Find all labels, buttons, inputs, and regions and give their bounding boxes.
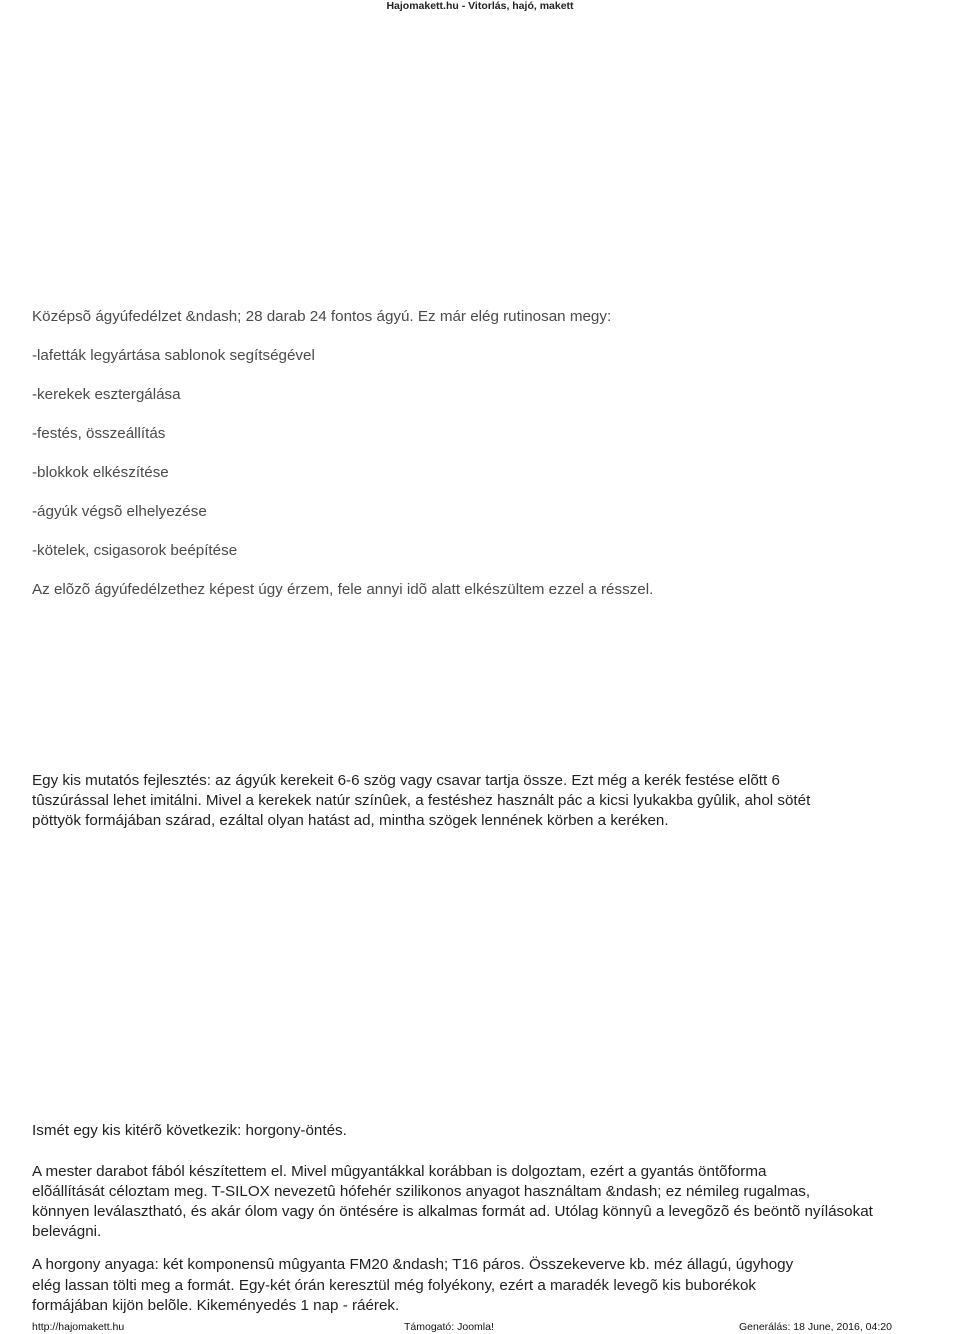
text-line: A mester darabot fából készítettem el. Mivel mûgyantákkal korábban is dolgoztam, ezért a gyantás öntõforma [32, 1162, 767, 1180]
page-header-title: Hajomakett.hu - Vitorlás, hajó, makett [386, 0, 574, 12]
text-line: -kerekek esztergálása [32, 386, 181, 403]
text-line: elég lassan tölti meg a formát. Egy-két órán keresztül még folyékony, ezért a maradék levegõ kis buborékok [32, 1276, 757, 1294]
text-line: -festés, összeállítás [32, 425, 166, 442]
text-line: könnyen leválasztható, és akár ólom vagy ón öntésére is alkalmas formát ad. Utólag könnyû a levegõzõ és beöntõ nyílásokat [32, 1203, 873, 1221]
section-anchor-material [32, 1255, 793, 1317]
section-wheel-detail [32, 771, 810, 831]
text-line: Az elõzõ ágyúfedélzethez képest úgy érzem, fele annyi idõ alatt elkészültem ezzel a résszel. [32, 581, 654, 598]
text-line [32, 1141, 873, 1161]
text-line: A horgony anyaga: két komponensû mûgyanta FM20 &ndash; T16 páros. Összekeverve kb. méz állagú, úgyhogy [32, 1256, 794, 1273]
footer-site-url: http://hajomakett.hu [32, 1321, 125, 1333]
text-line: -kötelek, csigasorok beépítése [32, 542, 238, 559]
text-line: formájában kijön belõle. Kikeményedés 1 nap - ráérek. [32, 1297, 400, 1314]
text-line: -blokkok elkészítése [32, 464, 169, 481]
text-line: pöttyök formájában szárad, ezáltal olyan hatást ad, mintha szögek lennének körben a keréken. [32, 812, 669, 829]
text-line: belevágni. [32, 1223, 102, 1241]
text-line: Egy kis mutatós fejlesztés: az ágyúk kerekeit 6-6 szög vagy csavar tartja össze. Ezt még a kerék festése elõtt 6 [32, 772, 780, 789]
text-line: -lafetták legyártása sablonok segítségével [32, 347, 315, 364]
page-footer [0, 1320, 960, 1334]
footer-support: Támogató: Joomla! [404, 1321, 494, 1333]
text-line: -ágyúk végsõ elhelyezése [32, 503, 207, 520]
section-cannon-deck-list [32, 297, 653, 609]
section-anchor-casting [32, 1121, 873, 1243]
text-line: elõállítását céloztam meg. T-SILOX nevezetû hófehér szilikonos anyagot használtam &ndash; ez némileg rugalmas, [32, 1182, 811, 1200]
text-line: Ismét egy kis kitérõ következik: horgony-öntés. [32, 1122, 347, 1139]
footer-generated-date: Generálás: 18 June, 2016, 04:20 [739, 1321, 892, 1333]
text-line: tûszúrással lehet imitálni. Mivel a kerekek natúr színûek, a festéshez használt pác a kicsi lyukakba gyûlik, ahol sötét [32, 792, 811, 809]
text-line: Középsõ ágyúfedélzet &ndash; 28 darab 24 fontos ágyú. Ez már elég rutinosan megy: [32, 308, 612, 325]
